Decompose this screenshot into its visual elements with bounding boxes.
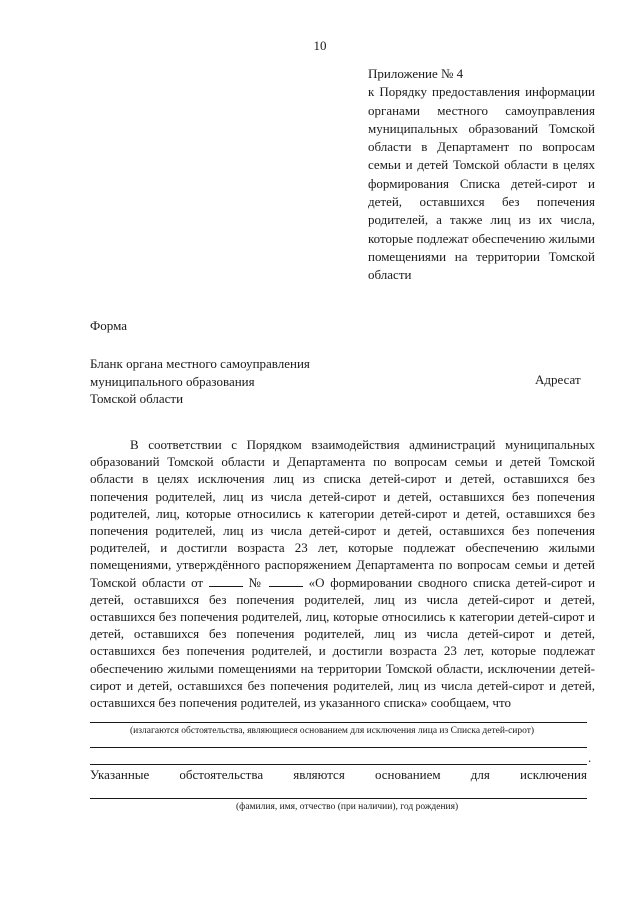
addressee: Адресат xyxy=(535,372,581,387)
appendix-title: Приложение № 4 xyxy=(368,66,464,81)
body-text-part: В соответствии с Порядком взаимодействия администраций муниципальных образований Томской области и Департамента по вопросам семьи и детей Томской области в целях исключения лиц из списка детей-сирот и детей, оставшихся без попечения родителей, лиц из числа детей-сирот и детей, оставшихся без попечения родителей, лиц, которые относились к категории детей-сирот и детей, оставшихся без попечения родителей, лиц из числа детей-сирот и детей, оставшихся без попечения родителей, и достигли возраста 23 лет, которые подлежат обеспечению жилыми помещениями, утверждённого распоряжением Департамента по вопросам семьи и детей Томской области от xyxy=(90,437,595,590)
date-blank xyxy=(209,575,243,587)
number-blank xyxy=(269,575,303,587)
body-paragraph xyxy=(90,436,595,711)
grounds-word: исключения xyxy=(520,767,587,782)
fill-in-line xyxy=(90,764,587,765)
appendix-block xyxy=(368,65,595,285)
letterhead-line: Бланк органа местного самоуправления xyxy=(90,356,310,371)
grounds-word: для xyxy=(470,767,490,782)
grounds-word: обстоятельства xyxy=(179,767,264,782)
fill-in-line xyxy=(90,798,587,799)
letterhead-line: муниципального образования xyxy=(90,373,255,389)
hint-circumstances: (излагаются обстоятельства, являющиеся основанием для исключения лица из Списка детей-сирот) xyxy=(130,726,535,736)
body-text-part: «О формировании сводного списка детей-сирот и детей, оставшихся без попечения родителей, лиц из числа детей-сирот и детей, оставшихся без попечения родителей, лиц, которые относились к категории детей-сирот и детей, оставшихся без попечения родителей, лиц из числа детей-сирот и детей, оставшихся без попечения родителей, и достигли возраста 23 лет, которые подлежат обеспечению жилыми помещениями на территории Томской области, исключении детей-сирот и детей, оставшихся без попечения родителей, лиц из числа детей-сирот и детей, оставшихся без попечения родителей, из указанного списка» сообщаем, что xyxy=(90,574,596,711)
letterhead-line: Томской области xyxy=(90,391,184,406)
fill-in-line xyxy=(90,722,587,723)
grounds-word: Указанные xyxy=(90,767,150,782)
appendix-text: к Порядку предоставления информации органами местного самоуправления муниципальных образований Томской области в Департамент по вопросам семьи и детей Томской области в целях формирования Списка детей-сирот и детей, оставшихся без попечения родителей, а также лиц из их числа, которые подлежат обеспечению жилыми помещениями на территории Томской области xyxy=(368,84,595,283)
grounds-line xyxy=(90,767,587,783)
letterhead-block xyxy=(90,355,310,408)
grounds-word: являются xyxy=(293,767,345,782)
fill-in-line xyxy=(90,747,587,748)
page-number: 10 xyxy=(313,38,327,53)
form-label: Форма xyxy=(90,318,127,333)
grounds-word: основанием xyxy=(374,767,441,782)
hint-person: (фамилия, имя, отчество (при наличии), год рождения) xyxy=(236,802,459,812)
number-sign: № xyxy=(248,574,264,590)
line-end-period: . xyxy=(588,750,592,765)
